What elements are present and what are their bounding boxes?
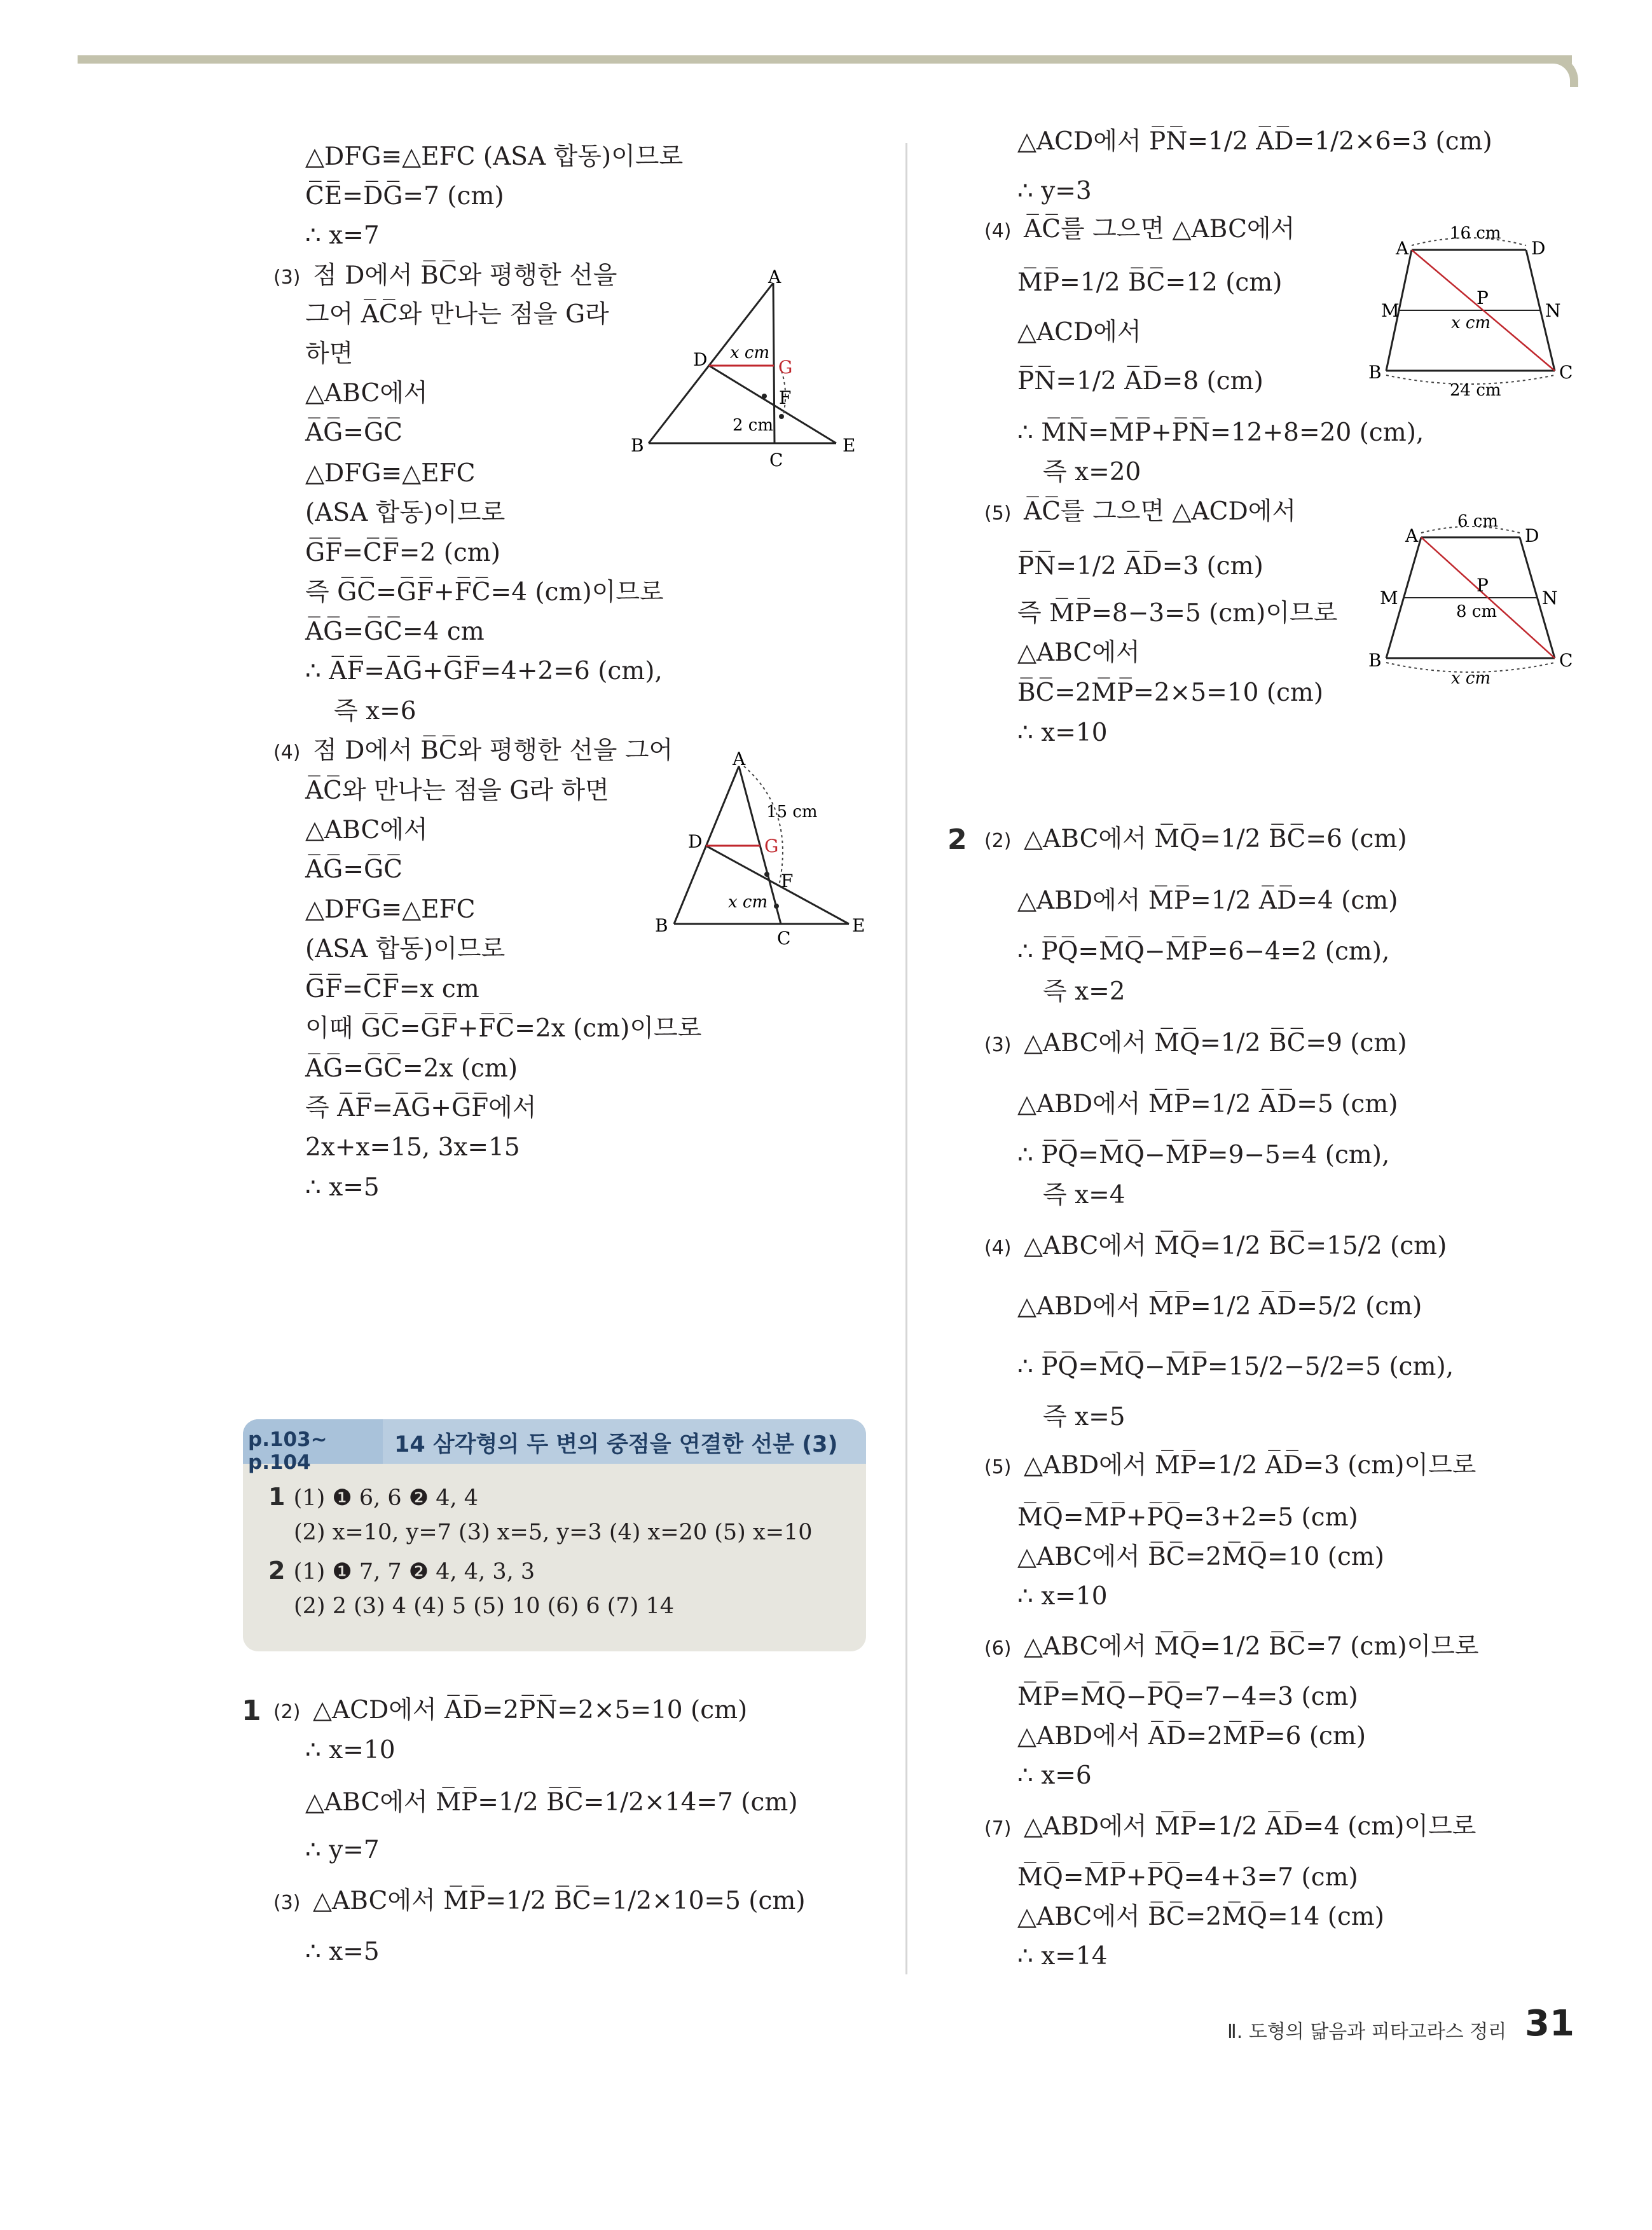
section-answer-line: 1 (1) ❶ 6, 6 ❷ 4, 4 [268,1483,479,1511]
solution-line: △ABD에서 A̅D̅=2M̅P̅=6 (cm) [1017,1722,1366,1751]
solution-line: 2x+x=15, 3x=15 [305,1133,520,1162]
item-number: (5) [984,502,1018,525]
triangle-figure-3 [623,264,865,471]
solution-line: △DFG≡△EFC [305,895,476,924]
solution-line: △DFG≡△EFC (ASA 합동)이므로 [305,142,684,171]
solution-line: △ABC에서 M̅P̅=1/2 B̅C̅=1/2×14=7 (cm) [305,1788,798,1817]
solution-line: (2) △ABC에서 M̅Q̅=1/2 B̅C̅=6 (cm) [984,825,1407,853]
solution-line: 하면 [305,340,354,368]
trapezoid-figure-4 [1367,223,1577,401]
solution-line: A̅G̅=G̅C̅=4 cm [305,617,485,646]
item-number: (2) [984,830,1018,852]
solution-line: C̅E̅=D̅G̅=7 (cm) [305,182,504,210]
solution-line: 즉 x=5 [1043,1403,1125,1431]
solution-line: A̅C̅와 만나는 점을 G라 하면 [305,776,609,805]
solution-line: (5) △ABD에서 M̅P̅=1/2 A̅D̅=3 (cm)이므로 [984,1451,1476,1480]
label-d: D [1531,238,1546,259]
solution-line: ∴ M̅N̅=M̅P̅+P̅N̅=12+8=20 (cm), [1017,418,1424,447]
item-number: 2 [268,1557,294,1585]
point-mark [779,414,784,419]
problem-number-2: 2 [947,823,967,856]
solution-line: (5) A̅C̅를 그으면 △ACD에서 [984,497,1297,526]
solution-line: (7) △ABD에서 M̅P̅=1/2 A̅D̅=4 (cm)이므로 [984,1812,1476,1841]
solution-line: 즉 x=20 [1043,458,1141,486]
solution-line: A̅G̅=G̅C̅ [305,855,403,884]
solution-line: 즉 x=4 [1043,1181,1125,1209]
label-c: C [1559,650,1573,671]
brace-af [744,766,783,886]
solution-line: △ABC에서 B̅C̅=2M̅Q̅=14 (cm) [1017,1903,1384,1931]
solution-line: ∴ P̅Q̅=M̅Q̅−M̅P̅=6−4=2 (cm), [1017,937,1390,966]
solution-line: (3) △ABC에서 M̅Q̅=1/2 B̅C̅=9 (cm) [984,1029,1407,1057]
point-mark [774,904,779,909]
item-number: (3) [984,1034,1018,1056]
solution-line: △ABC에서 B̅C̅=2M̅Q̅=10 (cm) [1017,1543,1384,1571]
solution-line: △ABC에서 [305,379,428,408]
label-n: N [1545,300,1561,321]
label-p: P [1476,575,1489,596]
label-bottom: x cm [1451,669,1491,688]
solution-line: △ACD에서 P̅N̅=1/2 A̅D̅=1/2×6=3 (cm) [1017,127,1492,156]
label-b: B [1368,650,1382,671]
solution-line: ∴ x=5 [305,1937,380,1966]
solution-line: ∴ P̅Q̅=M̅Q̅−M̅P̅=15/2−5/2=5 (cm), [1017,1352,1454,1381]
solution-line: △ACD에서 [1017,318,1141,347]
solution-line: 즉 x=2 [1043,977,1125,1006]
solution-line: A̅G̅=G̅C̅=2x (cm) [305,1054,518,1083]
solution-line: (2) △ACD에서 A̅D̅=2P̅N̅=2×5=10 (cm) [273,1696,748,1724]
label-n: N [1542,588,1558,609]
solution-line: (4) A̅C̅를 그으면 △ABC에서 [984,215,1295,244]
item-number: 1 [268,1483,294,1511]
label-a: A [1405,525,1419,546]
label-bottom: 24 cm [1450,381,1501,400]
solution-line: △DFG≡△EFC [305,459,476,488]
solution-line: P̅N̅=1/2 A̅D̅=8 (cm) [1017,367,1263,396]
section-page-tag [243,1419,383,1474]
solution-line: ∴ x=7 [305,221,380,250]
item-number: (2) [273,1701,307,1723]
label-a: A [768,266,781,287]
solution-line: ∴ x=10 [1017,719,1108,747]
solution-line: (ASA 합동)이므로 [305,935,506,963]
solution-line: ∴ x=10 [305,1736,396,1765]
solution-line: G̅F̅=C̅F̅=2 (cm) [305,539,500,567]
solution-line: P̅N̅=1/2 A̅D̅=3 (cm) [1017,552,1263,581]
item-number: (7) [984,1817,1018,1840]
label-e: E [852,915,865,936]
label-d: D [688,831,703,852]
section-answer-line: (2) x=10, y=7 (3) x=5, y=3 (4) x=20 (5) x=10 [294,1520,813,1545]
label-top: 6 cm [1457,512,1499,531]
column-divider [905,143,907,1974]
solution-line: 즉 G̅C̅=G̅F̅+F̅C̅=4 (cm)이므로 [305,578,664,607]
label-mid: 8 cm [1456,602,1497,621]
solution-line: (4) 점 D에서 B̅C̅와 평행한 선을 그어 [273,736,673,765]
label-f: F [781,871,794,891]
solution-line: ∴ P̅Q̅=M̅Q̅−M̅P̅=9−5=4 (cm), [1017,1141,1390,1169]
label-a: A [1396,238,1409,259]
solution-line: ∴ x=10 [1017,1582,1108,1611]
solution-line: △ABC에서 [305,816,428,844]
item-number: (3) [273,266,307,289]
trapezoid-figure-5 [1367,509,1577,693]
item-number: (5) [984,1456,1018,1478]
solution-line: △ABD에서 M̅P̅=1/2 A̅D̅=4 (cm) [1017,886,1398,915]
solution-line: △ABD에서 M̅P̅=1/2 A̅D̅=5/2 (cm) [1017,1292,1422,1321]
chapter-footer: Ⅱ. 도형의 닮음과 피타고라스 정리 [1227,2021,1507,2043]
solution-line: ∴ y=7 [305,1836,380,1864]
label-2cm: 2 cm [733,416,774,435]
label-c: C [769,450,783,471]
label-a: A [733,748,746,769]
solution-line: △ABC에서 [1017,638,1140,667]
solution-line: ∴ y=3 [1017,177,1092,205]
section-answer-line: 2 (1) ❶ 7, 7 ❷ 4, 4, 3, 3 [268,1557,535,1585]
side-ac [773,283,774,443]
section-pages: p.103~ p.104 [248,1428,327,1474]
label-mid: x cm [1451,313,1491,333]
label-top: 16 cm [1450,224,1501,243]
solution-line: A̅G̅=G̅C̅ [305,418,403,447]
label-d: D [1525,525,1539,546]
solution-line: (3) △ABC에서 M̅P̅=1/2 B̅C̅=1/2×10=5 (cm) [273,1887,806,1915]
solution-line: 즉 A̅F̅=A̅G̅+G̅F̅에서 [305,1094,537,1122]
solution-line: (3) 점 D에서 B̅C̅와 평행한 선을 [273,261,617,290]
problem-number-1: 1 [242,1695,261,1727]
solution-line: 즉 x=6 [334,697,416,726]
label-15cm: 15 cm [766,802,818,822]
label-g: G [764,836,779,857]
item-number: (4) [984,220,1018,242]
solution-line: (4) △ABC에서 M̅Q̅=1/2 B̅C̅=15/2 (cm) [984,1232,1447,1260]
solution-line: △ABD에서 M̅P̅=1/2 A̅D̅=5 (cm) [1017,1090,1398,1118]
solution-line: ∴ x=6 [1017,1761,1092,1790]
solution-line: 이때 G̅C̅=G̅F̅+F̅C̅=2x (cm)이므로 [305,1014,702,1043]
item-number: (4) [984,1237,1018,1259]
section-answer-box [243,1419,866,1651]
solution-line: M̅P̅=1/2 B̅C̅=12 (cm) [1017,268,1283,297]
label-m: M [1380,588,1398,609]
label-b: B [631,435,644,456]
solution-line: (ASA 합동)이므로 [305,499,506,527]
point-mark [762,394,767,399]
solution-line: M̅Q̅=M̅P̅+P̅Q̅=4+3=7 (cm) [1017,1863,1358,1892]
solution-line: ∴ x=14 [1017,1942,1108,1971]
solution-line: ∴ x=5 [305,1173,380,1202]
solution-line: B̅C̅=2M̅P̅=2×5=10 (cm) [1017,678,1324,707]
item-number: (4) [273,741,307,764]
label-c: C [777,928,791,949]
label-b: B [1368,362,1382,383]
solution-line: 그어 A̅C̅와 만나는 점을 G라 [305,300,609,329]
solution-line: ∴ A̅F̅=A̅G̅+G̅F̅=4+2=6 (cm), [305,657,663,685]
page-number: 31 [1525,2003,1574,2044]
label-b: B [655,915,668,936]
label-e: E [843,435,856,456]
label-p: P [1476,287,1489,308]
solution-line: M̅P̅=M̅Q̅−P̅Q̅=7−4=3 (cm) [1017,1683,1358,1711]
label-d: D [693,349,708,370]
item-number: (3) [273,1892,307,1914]
section-answer-line: (2) 2 (3) 4 (4) 5 (5) 10 (6) 6 (7) 14 [294,1593,674,1619]
solution-line: 즉 M̅P̅=8−3=5 (cm)이므로 [1017,599,1338,628]
item-number: (6) [984,1637,1018,1660]
solution-line: G̅F̅=C̅F̅=x cm [305,975,479,1003]
label-c: C [1559,362,1573,383]
label-g: G [778,357,793,378]
label-x: x cm [728,893,768,912]
section-title: 14 삼각형의 두 변의 중점을 연결한 선분 (3) [394,1432,838,1457]
label-f: F [779,387,792,408]
label-x: x cm [730,343,770,362]
solution-line: (6) △ABC에서 M̅Q̅=1/2 B̅C̅=7 (cm)이므로 [984,1632,1479,1661]
label-m: M [1381,300,1400,321]
point-mark [764,872,769,877]
solution-line: M̅Q̅=M̅P̅+P̅Q̅=3+2=5 (cm) [1017,1503,1358,1532]
top-decorative-bar [78,55,1572,64]
triangle-figure-4 [642,747,884,951]
